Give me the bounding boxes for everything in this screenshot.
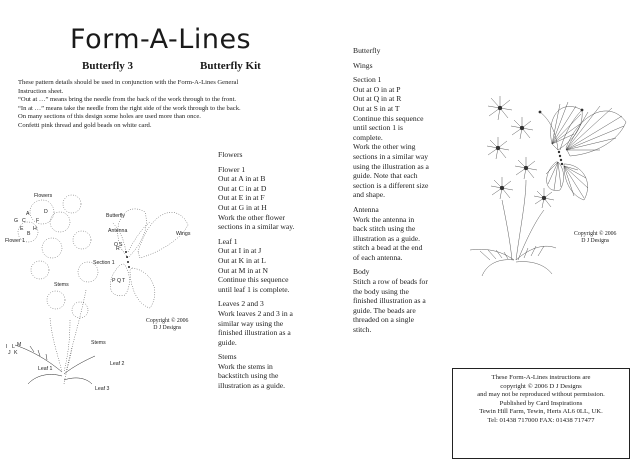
hole-letter: I [6,344,8,350]
leaf-line [64,356,95,374]
section-heading: Flowers [218,150,243,159]
instruction-line: finished illustration as a [218,328,291,338]
subheading: Stems [218,352,237,362]
instruction-line: until leaf 1 is complete. [218,284,290,294]
label-stems-2: Stems [91,340,106,346]
antenna-line [540,112,558,150]
intro-line: “In at …” means take the needle from the right side of the work through to the back. [18,104,241,112]
intro-line: Instruction sheet. [18,87,64,95]
label-flower1: Flower 1 [5,238,25,244]
hole-letter: Q [117,278,122,284]
instruction-line: illustration as a guide. [218,381,286,391]
footer-line: copyright © 2006 D J Designs [500,382,582,390]
wing-outline [130,268,155,308]
subheading: Leaf 1 [218,236,238,246]
stem-outline [66,290,86,372]
body-bead [125,251,127,253]
instruction-line: Out at M in at N [218,265,268,275]
instruction-line: Out at G in at H [218,202,267,212]
leaf-curve [516,246,556,260]
intro-line: On many sections of this design some holes are used more than once. [18,113,201,121]
starburst-flower [488,96,512,120]
subheading: Antenna [353,204,379,214]
hole-letter: R [116,246,120,252]
instruction-line: guide. [218,337,237,347]
instruction-line: section is a different size [353,180,429,190]
instruction-line: Continue this sequence [353,113,424,123]
label-stems: Stems [54,282,69,288]
footer-line: and may not be reproduced without permission. [477,391,605,399]
copyright-line: Copyright © 2006 [146,318,189,324]
instruction-line: Out at C in at D [218,183,267,193]
wing-stitches [552,102,581,144]
stem-line [502,200,512,260]
instruction-line: Work the stems in [218,361,273,371]
instruction-line: until section 1 is [353,123,403,133]
butterfly-instructions [353,46,468,335]
stem-outline [64,320,70,372]
instruction-line: Out at O in at P [353,84,401,94]
instruction-line: of each antenna. [353,252,403,262]
antenna-bead [581,109,584,112]
instruction-line: Out at S in at T [353,103,400,113]
flower-outline [73,231,91,249]
leaf-stitch [46,354,47,360]
antenna-bead [539,111,542,114]
instruction-line: sections in a similar way [353,151,429,161]
wing-stitches [546,162,561,190]
subheading: Flower 1 [218,164,246,174]
intro-line: “Out at …” means bring the needle from the back of the work through to the front. [18,96,237,104]
footer-line: Tewin Hill Farm, Tewin, Herts AL6 0LL, UK. [479,408,603,416]
instruction-line: stitch. [353,325,372,335]
hole-letter: H [33,226,37,232]
instruction-line: back stitch using the [353,224,416,234]
label-section1: Section 1 [93,260,115,266]
leaf-line [28,374,62,384]
instruction-line: threaded on a single [353,315,414,325]
instruction-line: Out at E in at F [218,193,265,203]
instruction-line: illustration as a guide. [353,233,421,243]
page-title: Form-A-Lines [70,24,252,55]
leaf-stitch [38,350,40,356]
instruction-line: sections in a similar way. [218,222,295,232]
instruction-line: Stitch a row of beads for [353,277,428,287]
hole-letter: S [119,242,123,248]
instruction-line: Out at I in at J [218,246,262,256]
hole-letter: O [114,242,119,248]
instruction-line: Work the other wing [353,142,416,152]
label-leaf2: Leaf 2 [110,361,125,367]
finished-illustration [460,70,635,290]
pattern-name: Butterfly 3 [82,60,134,72]
flower-outline [31,261,49,279]
subheading: Body [353,267,370,277]
instruction-line: Out at Q in at R [353,94,402,104]
flowers-instructions [218,150,338,391]
hole-letter: L [12,344,15,350]
hole-letter: A [26,211,30,217]
wing-stitches [564,166,588,198]
intro-text [18,79,318,131]
antenna-line [560,110,582,150]
hole-letter: T [122,278,126,284]
hole-letter: C [22,218,26,224]
footer-line: These Form-A-Lines instructions are [491,374,591,381]
starburst-flower [515,157,537,179]
instruction-line: finished illustration as a [353,296,426,306]
starburst-flower [511,117,533,139]
hole-letter: D [44,209,48,215]
kit-name: Butterfly Kit [200,60,261,72]
flower-outline [30,200,54,224]
flower-outline [63,195,81,213]
label-flowers: Flowers [34,193,53,199]
instruction-line: Work leaves 2 and 3 in a [218,308,293,318]
diagram-copyright [146,318,188,332]
body-bead [559,155,561,157]
label-wings: Wings [176,231,191,237]
instruction-line: backstitch using the [218,371,279,381]
instruction-line: Out at A in at B [218,174,266,184]
body-bead [561,163,563,165]
flower-outline [42,238,62,258]
instruction-line: the body using the [353,286,409,296]
label-leaf1: Leaf 1 [38,366,53,372]
instruction-line: complete. [353,132,383,142]
footer-line: Tel: 01438 717000 FAX: 01438 717477 [487,416,595,424]
starburst-flower [487,137,509,159]
label-leaf3: Leaf 3 [95,386,110,392]
hole-letter: J [8,350,11,356]
hole-letter: G [14,218,19,224]
body-bead [126,256,128,258]
body-bead [127,261,129,263]
leaf-stitch [480,250,508,260]
copyright-line: Copyright © 2006 [574,231,617,237]
flower-outline [47,291,65,309]
hole-letter: P [112,278,116,284]
leaf-stitch [30,346,34,352]
label-butterfly: Butterfly [106,213,126,219]
hole-letter: B [27,231,31,237]
label-antenna: Antenna [108,228,128,234]
instruction-line: Work the antenna in [353,214,415,224]
subheading: Wings [353,60,373,70]
leaf-curve [482,260,514,276]
intro-line: These pattern details should be used in conjunction with the Form-A-Lines General [18,79,239,86]
starburst-flower [534,188,554,208]
starburst-flower [491,177,513,199]
flower-outline [72,302,88,318]
instruction-line: and shape. [353,190,386,200]
hole-letter: F [36,218,40,224]
leaf-curve [516,262,552,274]
wing-shape [566,111,626,156]
intro-line: Confetti pink thread and gold beads on white card. [18,121,152,129]
hole-letter: K [14,350,18,356]
instruction-line: guide. The beads are [353,305,416,315]
hole-letter: M [17,342,22,348]
section-heading: Butterfly [353,46,381,55]
body-bead [560,159,562,161]
instruction-line: Work the other flower [218,212,286,222]
body-bead [128,266,130,268]
instruction-line: Continue this sequence [218,275,289,285]
subheading: Leaves 2 and 3 [218,299,264,309]
subheading: Section 1 [353,75,382,85]
body-bead [558,151,560,153]
illustration-copyright [574,231,616,245]
instruction-line: stitch a bead at the end [353,243,423,253]
instruction-line: using the illustration as a [353,161,429,171]
hole-letter: E [20,226,24,232]
copyright-line: D J Designs [581,238,610,245]
copyright-line: D J Designs [153,325,182,332]
flower-outline [50,212,70,232]
instruction-line: similar way using the [218,318,284,328]
leaf-line [64,378,92,384]
instruction-line: guide. Note that each [353,171,418,181]
antenna-outline [128,222,150,252]
copyright-box [452,368,630,459]
pattern-diagram [0,140,215,468]
stem-line [516,180,526,260]
instruction-line: Out at K in at L [218,255,266,265]
footer-line: Published by Card Inspirations [499,399,583,407]
